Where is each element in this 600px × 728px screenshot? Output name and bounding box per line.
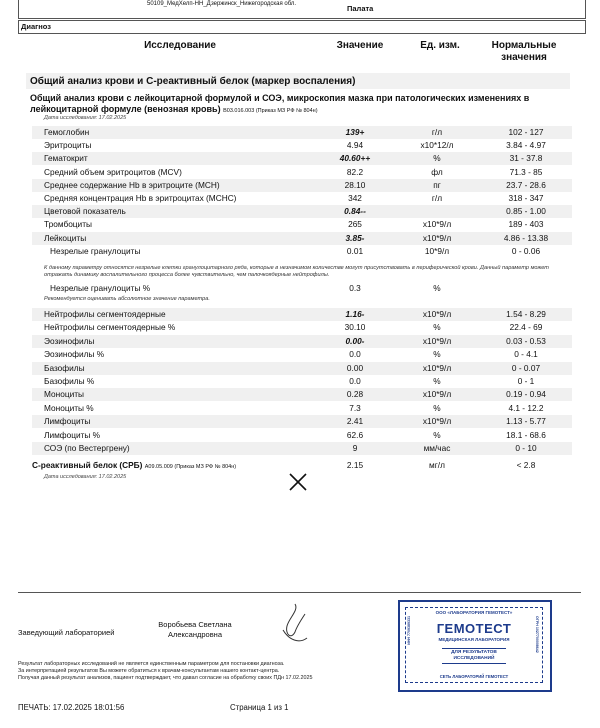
table-row (32, 166, 572, 179)
result-range: 22.4 - 69 (509, 322, 543, 333)
stamp-brand: ГЕМОТЕСТ (436, 621, 512, 636)
table-row (32, 179, 572, 192)
result-value: 0.00 (346, 362, 364, 373)
result-value: 265 (348, 219, 362, 230)
result-value: 342 (348, 193, 362, 203)
table-row (32, 402, 572, 415)
result-name: Моноциты % (44, 402, 94, 413)
result-range: 318 - 347 (508, 193, 544, 203)
table-row (32, 232, 572, 245)
stamp-inn: ИНН 7709389331 (407, 616, 411, 645)
result-unit: x10*9/л (422, 309, 452, 319)
result-unit: x10*12/л (420, 140, 454, 151)
table-row (32, 362, 572, 375)
result-value: 139+ (345, 127, 365, 137)
result-range: 0 - 1 (517, 376, 535, 386)
result-unit: x10*9/л (422, 232, 452, 243)
result-name: Средний объем эритроцитов (MCV) (44, 166, 182, 177)
result-unit: мм/час (423, 443, 451, 453)
result-unit: % (433, 429, 441, 440)
study-date: Дата исследования: 17.02.2025 (44, 115, 127, 121)
result-unit: 10*9/л (424, 245, 450, 256)
table-row (32, 308, 572, 321)
table-row (32, 321, 572, 334)
result-range: 71.3 - 85 (509, 166, 543, 177)
result-value: 0.0 (349, 376, 361, 386)
result-name: Лимфоциты % (44, 429, 101, 440)
note-absolute-value: Рекомендуется оценивать абсолютное значение параметра. (44, 296, 210, 302)
column-header-research: Исследование (144, 40, 216, 51)
stamp-inner-border (405, 607, 543, 683)
result-value: 0.01 (346, 245, 364, 256)
result-name: Незрелые гранулоциты % (50, 283, 151, 293)
footer-divider (18, 592, 581, 593)
ward-label: Палата (347, 4, 374, 13)
result-range: 4.1 - 12.2 (508, 402, 544, 413)
disclaimer-line-1: Результат лабораторных исследований не является единственным параметром для постановки диагноза. (18, 661, 285, 667)
signature-icon (275, 600, 315, 650)
result-unit: x10*9/л (422, 362, 452, 373)
result-name: Лимфоциты (44, 416, 91, 427)
result-name: Базофилы % (44, 376, 95, 386)
result-range: 0 - 10 (515, 443, 537, 453)
note-immature-granulocytes: К данному параметру относятся незрелые клетки гранулоцитарного ряда, которые в незначимом количестве могут присутствовать в периферической крови. Данный параметр может отражать динамику воспалительного процесса более чувствительно, чем палочкоядерные нейтрофилы. (44, 265, 549, 278)
crp-study-date: Дата исследования: 17.02.2025 (44, 474, 127, 480)
column-header-unit: Ед. изм. (420, 40, 460, 51)
result-unit: x10*9/л (422, 219, 452, 230)
subsection-title-text: Общий анализ крови с лейкоцитарной формулой и СОЭ, микроскопия мазка при патологических изменениях в лейкоцитарной формуле (венозная кровь) (30, 93, 530, 114)
head-of-lab-label: Заведующий лабораторией (18, 628, 115, 637)
result-range: 0 - 4.1 (514, 349, 538, 360)
result-value: 82.2 (346, 166, 364, 177)
head-of-lab-name: Воробьева Светлана Александровна (158, 620, 232, 639)
result-name: Эозинофилы % (44, 349, 105, 360)
print-timestamp: ПЕЧАТЬ: 17.02.2025 18:01:56 (18, 703, 125, 712)
page-number: Страница 1 из 1 (230, 703, 289, 712)
result-name: Эритроциты (44, 140, 92, 151)
result-range: 1.13 - 5.77 (506, 416, 546, 427)
result-range: 0.85 - 1.00 (506, 206, 546, 217)
stamp-network: СЕТЬ ЛАБОРАТОРИЙ ГЕМОТЕСТ (439, 674, 509, 679)
table-row (32, 192, 572, 205)
result-range: 0 - 0.07 (511, 362, 541, 373)
result-range: 1.54 - 8.29 (506, 309, 546, 319)
result-name: Нейтрофилы сегментоядерные (44, 309, 166, 319)
result-name: Среднее содержание Hb в эритроците (MCH) (44, 179, 220, 190)
lab-stamp (398, 600, 552, 692)
result-value: 40.60++ (339, 153, 371, 164)
table-row (32, 348, 572, 361)
table-row (32, 245, 572, 258)
table-row (32, 139, 572, 152)
stamp-ogrn: ОГРН 1027700008642 (535, 616, 539, 653)
crp-code: A09.05.009 (Приказ МЗ РФ № 804н) (144, 464, 237, 470)
result-name: Гемоглобин (44, 127, 90, 137)
result-unit: x10*9/л (422, 416, 452, 427)
result-name: Базофилы (44, 362, 85, 373)
result-unit: % (433, 349, 441, 360)
result-range: 0 - 0.06 (511, 245, 541, 256)
result-name: Незрелые гранулоциты (50, 245, 141, 256)
table-row (32, 388, 572, 401)
table-row (32, 218, 572, 231)
column-header-norm: Нормальные значения (491, 40, 557, 63)
crp-name (32, 460, 236, 470)
result-unit: % (433, 283, 441, 293)
result-value: 0.0 (349, 349, 361, 360)
result-value: 62.6 (346, 429, 364, 440)
patient-header-box (18, 0, 586, 19)
table-row (32, 282, 572, 295)
subsection-code: B03.016.003 (Приказ МЗ РФ № 804н) (223, 107, 318, 114)
result-unit: пг (433, 179, 441, 190)
result-unit: x10*9/л (422, 335, 452, 346)
result-range: 102 - 127 (508, 127, 544, 137)
crp-row (32, 459, 572, 472)
crp-range: < 2.8 (516, 460, 536, 470)
result-value: 28.10 (344, 179, 366, 190)
result-range: 3.84 - 4.97 (506, 140, 546, 151)
result-unit: фл (431, 166, 443, 177)
result-unit: г/л (431, 193, 443, 203)
disclaimer-line-2: За интерпретацией результатов Вы можете обратиться к врачам-консультантам нашего контакт-центра. (18, 668, 280, 674)
result-value: 0.3 (349, 283, 361, 293)
result-name: Средняя концентрация Hb в эритроцитах (MCHC) (44, 193, 237, 203)
table-row (32, 429, 572, 442)
result-range: 4.86 - 13.38 (503, 232, 549, 243)
result-unit: % (433, 376, 441, 386)
result-range: 31 - 37.8 (509, 153, 543, 164)
result-unit: % (433, 402, 441, 413)
table-row (32, 442, 572, 455)
result-name: Эозинофилы (44, 335, 95, 346)
result-name: Моноциты (44, 389, 84, 400)
section-title: Общий анализ крови и С-реактивный белок (маркер воспаления) (30, 76, 356, 87)
result-name: Тромбоциты (44, 219, 92, 230)
stamp-purpose: ДЛЯ РЕЗУЛЬТАТОВ ИССЛЕДОВАНИЙ (442, 648, 506, 664)
stamp-org-name: ООО «ЛАБОРАТОРИЯ ГЕМОТЕСТ» (435, 610, 513, 615)
result-value: 4.94 (346, 140, 364, 151)
result-name: Нейтрофилы сегментоядерные % (44, 322, 176, 333)
clinic-address: 50109_МедХелп-НН_Дзержинск_Нижегородская обл. (147, 1, 297, 7)
table-row (32, 415, 572, 428)
result-name: Цветовой показатель (44, 206, 126, 217)
diagnosis-box (18, 20, 586, 34)
table-row (32, 126, 572, 139)
disclaimer-line-3: Получая данный результат анализов, пациент подтверждает, что давал согласие на обработку своих ПДн 17.02.2025 (18, 675, 313, 681)
crp-unit: мг/л (429, 460, 445, 470)
result-unit: % (433, 153, 441, 164)
stamp-subtitle: МЕДИЦИНСКАЯ ЛАБОРАТОРИЯ (438, 637, 510, 642)
crp-name-text: С-реактивный белок (СРБ) (32, 460, 143, 470)
result-value: 9 (352, 443, 358, 453)
result-range: 0.19 - 0.94 (506, 389, 546, 400)
result-value: 0.84-- (344, 206, 366, 217)
column-header-value: Значение (336, 40, 384, 51)
result-value: 0.00- (345, 335, 365, 346)
table-row (32, 205, 572, 218)
table-row (32, 335, 572, 348)
result-name: Лейкоциты (44, 232, 87, 243)
result-unit: % (433, 322, 441, 333)
table-row (32, 375, 572, 388)
result-range: 18.1 - 68.6 (506, 429, 546, 440)
result-name: СОЭ (по Вестергрену) (44, 443, 130, 453)
result-range: 189 - 403 (508, 219, 544, 230)
result-range: 0.03 - 0.53 (506, 335, 546, 346)
result-value: 1.16- (345, 309, 365, 319)
result-unit: x10*9/л (422, 389, 452, 400)
result-value: 3.85- (345, 232, 365, 243)
result-value: 2.41 (346, 416, 364, 427)
table-row (32, 152, 572, 165)
result-value: 7.3 (349, 402, 361, 413)
result-value: 0.28 (346, 389, 364, 400)
disclaimer (18, 661, 398, 682)
result-unit: г/л (431, 127, 443, 137)
subsection-title (30, 93, 570, 116)
cross-mark-icon (288, 472, 308, 492)
result-name: Гематокрит (44, 153, 88, 164)
crp-value: 2.15 (346, 460, 364, 470)
result-range: 23.7 - 28.6 (506, 179, 546, 190)
diagnosis-label: Диагноз (21, 22, 51, 31)
result-value: 30.10 (344, 322, 366, 333)
